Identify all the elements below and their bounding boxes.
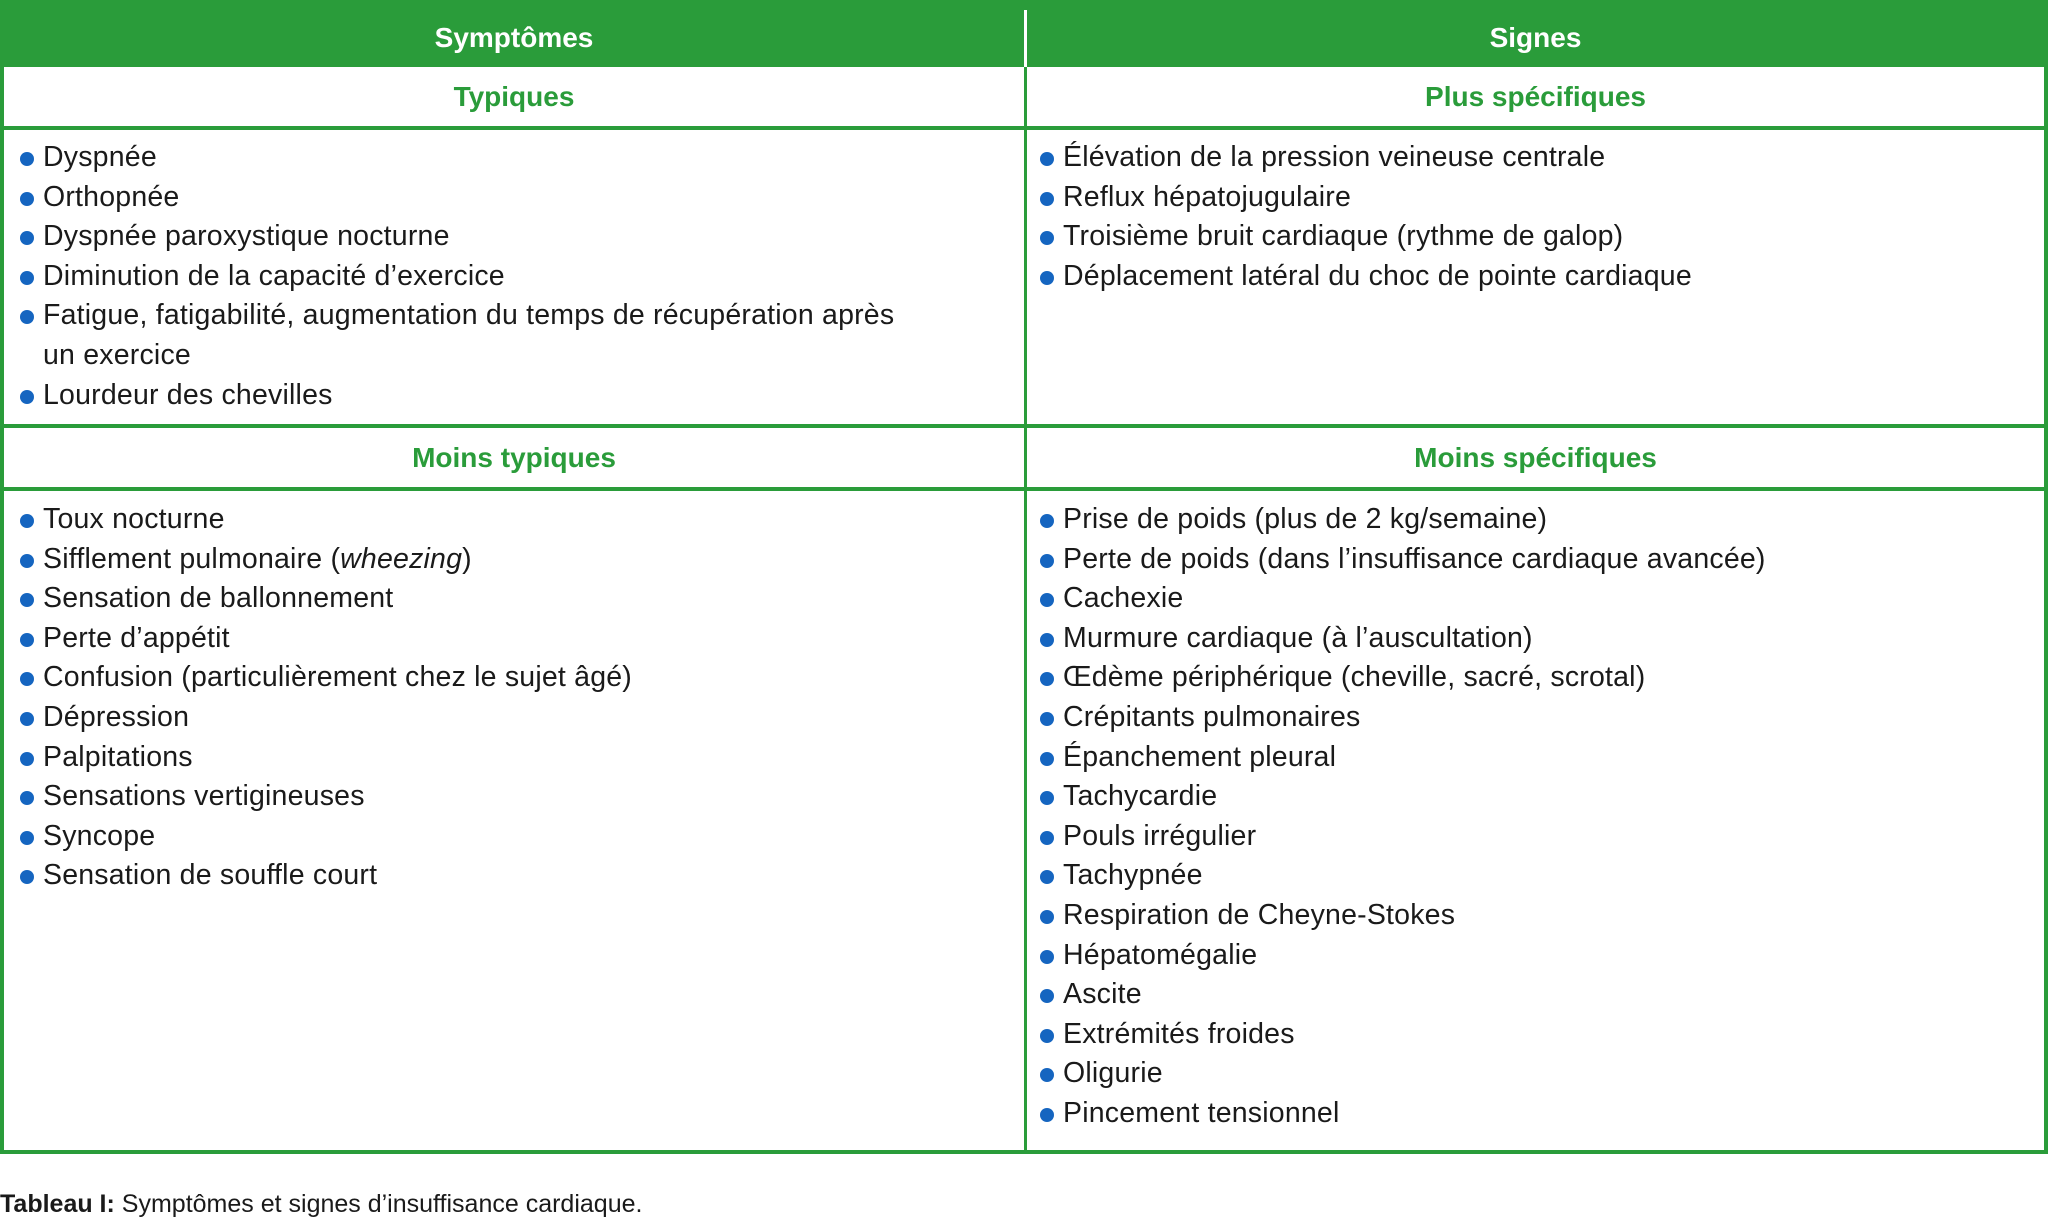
- list-item: Dyspnée paroxystique nocturne: [4, 217, 923, 257]
- bullet-icon: [1040, 633, 1054, 647]
- column-header-symptomes: Symptômes: [434, 22, 594, 53]
- list-item: Œdème périphérique (cheville, sacré, scrotal): [1024, 658, 1766, 698]
- list-item: Lourdeur des chevilles: [4, 376, 923, 416]
- table-header-row: [4, 4, 2044, 67]
- list-moins-typiques: [4, 500, 632, 896]
- list-item: Pincement tensionnel: [1024, 1094, 1766, 1134]
- bullet-icon: [20, 390, 34, 404]
- bullet-icon: [1040, 152, 1054, 166]
- list-item: Confusion (particulièrement chez le sujet âgé): [4, 658, 632, 698]
- list-typiques: [4, 138, 923, 415]
- list-plus-specifiques: [1024, 138, 1692, 296]
- subheader-moins-typiques: Moins typiques: [412, 442, 616, 473]
- bullet-icon: [1040, 593, 1054, 607]
- list-moins-specifiques: [1024, 500, 1766, 1134]
- list-item: Pouls irrégulier: [1024, 817, 1766, 857]
- bullet-icon: [1040, 831, 1054, 845]
- bullet-icon: [1040, 514, 1054, 528]
- list-item: Ascite: [1024, 975, 1766, 1015]
- bullet-icon: [20, 514, 34, 528]
- list-item: Élévation de la pression veineuse centrale: [1024, 138, 1692, 178]
- list-item: Tachycardie: [1024, 777, 1766, 817]
- list-item: Sifflement pulmonaire (wheezing): [4, 540, 632, 580]
- bullet-icon: [1040, 554, 1054, 568]
- list-item: Perte d’appétit: [4, 619, 632, 659]
- bullet-icon: [20, 712, 34, 726]
- list-item: Cachexie: [1024, 579, 1766, 619]
- caption-text: Symptômes et signes d’insuffisance cardiaque.: [114, 1190, 643, 1218]
- list-item: Reflux hépatojugulaire: [1024, 178, 1692, 218]
- list-item: Palpitations: [4, 738, 632, 778]
- row-divider: [4, 487, 2044, 491]
- list-item: Orthopnée: [4, 178, 923, 218]
- bullet-icon: [1040, 672, 1054, 686]
- bullet-icon: [1040, 870, 1054, 884]
- list-item: Perte de poids (dans l’insuffisance cardiaque avancée): [1024, 540, 1766, 580]
- bullet-icon: [1040, 950, 1054, 964]
- list-item: Diminution de la capacité d’exercice: [4, 257, 923, 297]
- list-item: Hépatomégalie: [1024, 936, 1766, 976]
- table-caption: [0, 1190, 642, 1219]
- bullet-icon: [20, 672, 34, 686]
- bullet-icon: [1040, 271, 1054, 285]
- bullet-icon: [1040, 192, 1054, 206]
- bullet-icon: [1040, 752, 1054, 766]
- list-item: Déplacement latéral du choc de pointe cardiaque: [1024, 257, 1692, 297]
- list-item: Syncope: [4, 817, 632, 857]
- subheader-plus-specifiques: Plus spécifiques: [1425, 81, 1646, 112]
- column-header-signes: Signes: [1489, 22, 1582, 53]
- list-item: Sensation de souffle court: [4, 856, 632, 896]
- bullet-icon: [20, 231, 34, 245]
- bullet-icon: [20, 554, 34, 568]
- list-item: Murmure cardiaque (à l’auscultation): [1024, 619, 1766, 659]
- bullet-icon: [20, 870, 34, 884]
- list-item: Sensation de ballonnement: [4, 579, 632, 619]
- bullet-icon: [20, 831, 34, 845]
- bullet-icon: [1040, 791, 1054, 805]
- list-item: Tachypnée: [1024, 856, 1766, 896]
- bullet-icon: [1040, 712, 1054, 726]
- list-item: Dépression: [4, 698, 632, 738]
- bullet-icon: [1040, 1068, 1054, 1082]
- bullet-icon: [1040, 1108, 1054, 1122]
- list-item: Dyspnée: [4, 138, 923, 178]
- bullet-icon: [1040, 910, 1054, 924]
- bullet-icon: [20, 791, 34, 805]
- caption-label: Tableau I:: [0, 1190, 115, 1218]
- bullet-icon: [1040, 1029, 1054, 1043]
- list-item: Sensations vertigineuses: [4, 777, 632, 817]
- bullet-icon: [20, 152, 34, 166]
- list-item: Épanchement pleural: [1024, 738, 1766, 778]
- list-item: Toux nocturne: [4, 500, 632, 540]
- subheader-typiques: Typiques: [453, 81, 575, 112]
- italic-term: wheezing: [340, 542, 463, 575]
- list-item: Troisième bruit cardiaque (rythme de galop): [1024, 217, 1692, 257]
- bullet-icon: [20, 310, 34, 324]
- bullet-icon: [20, 752, 34, 766]
- bullet-icon: [1040, 989, 1054, 1003]
- bullet-icon: [1040, 231, 1054, 245]
- list-item: Prise de poids (plus de 2 kg/semaine): [1024, 500, 1766, 540]
- list-item: Extrémités froides: [1024, 1015, 1766, 1055]
- bullet-icon: [20, 271, 34, 285]
- list-item: Respiration de Cheyne-Stokes: [1024, 896, 1766, 936]
- subheader-moins-specifiques: Moins spécifiques: [1414, 442, 1657, 473]
- bullet-icon: [20, 633, 34, 647]
- bullet-icon: [20, 192, 34, 206]
- list-item: Oligurie: [1024, 1054, 1766, 1094]
- list-item: Crépitants pulmonaires: [1024, 698, 1766, 738]
- row-divider: [4, 126, 2044, 130]
- bullet-icon: [20, 593, 34, 607]
- list-item: Fatigue, fatigabilité, augmentation du temps de récupération après un exercice: [4, 296, 923, 375]
